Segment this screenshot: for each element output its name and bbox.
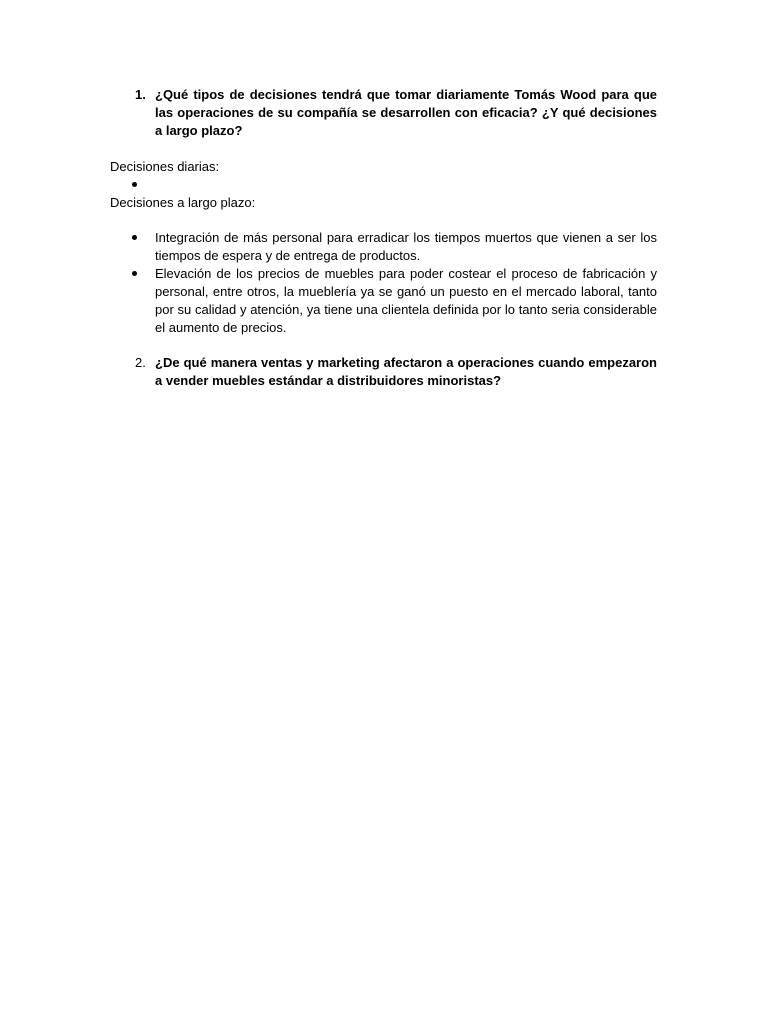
list-item-text	[155, 176, 657, 194]
list-item-text: Integración de más personal para erradicar los tiempos muertos que vienen a ser los tiempos de espera y de entrega de productos.	[155, 230, 657, 263]
question-text: ¿Qué tipos de decisiones tendrá que tomar diariamente Tomás Wood para que las operaciones de su compañía se desarrollen con eficacia? ¿Y qué decisiones a largo plazo?	[155, 87, 657, 138]
list-item	[128, 176, 657, 194]
question-1	[112, 86, 657, 140]
question-text: ¿De qué manera ventas y marketing afectaron a operaciones cuando empezaron a vender muebles estándar a distribuidores minoristas?	[155, 355, 657, 388]
question-number: 1.	[135, 87, 146, 102]
daily-decisions-heading: Decisiones diarias:	[110, 159, 220, 174]
bullet-icon	[128, 176, 155, 194]
list-item	[128, 229, 657, 265]
bullet-icon	[128, 229, 155, 265]
long-term-decisions-list	[128, 229, 657, 337]
list-item-text: Elevación de los precios de muebles para poder costear el proceso de fabricación y personal, entre otros, la mueblería ya se ganó un puesto en el mercado laboral, tanto por su calidad y atención, ya tiene una clientela definida por lo tanto seria considerable el aumento de precios.	[155, 266, 657, 335]
bullet-icon	[128, 265, 155, 337]
question-2	[112, 354, 657, 390]
list-item	[128, 265, 657, 337]
question-number: 2.	[135, 355, 146, 370]
long-term-decisions-heading: Decisiones a largo plazo:	[110, 195, 256, 210]
daily-decisions-list	[128, 176, 657, 194]
